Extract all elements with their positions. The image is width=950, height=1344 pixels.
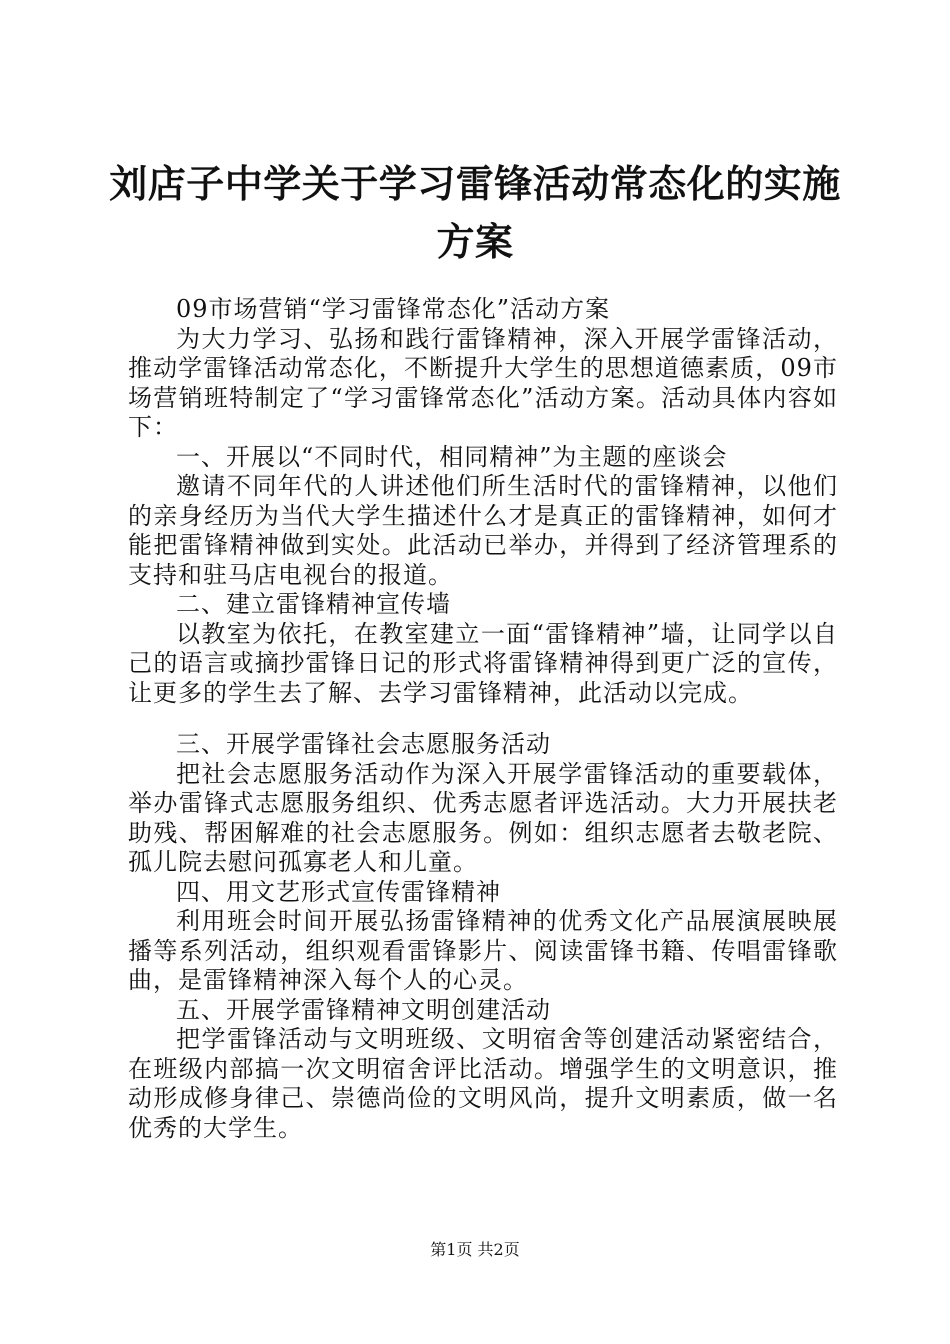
section-body-2: 以教室为依托，在教室建立一面“雷锋精神”墙，让同学以自己的语言或摘抄雷锋日记的形式将雷锋精神得到更广泛的宣传，让更多的学生去了解、去学习雷锋精神，此活动以完成。 — [128, 619, 838, 707]
document-body — [128, 295, 838, 1143]
section-body-1: 邀请不同年代的人讲述他们所生活时代的雷锋精神，以他们的亲身经历为当代大学生描述什么才是真正的雷锋精神，如何才能把雷锋精神做到实处。此活动已举办，并得到了经济管理系的支持和驻马店电视台的报道。 — [128, 472, 838, 589]
document-title: 刘店子中学关于学习雷锋活动常态化的实施方案 — [109, 162, 841, 264]
intro-paragraph: 为大力学习、弘扬和践行雷锋精神，深入开展学雷锋活动，推动学雷锋活动常态化，不断提升大学生的思想道德素质，09市场营销班特制定了“学习雷锋常态化”活动方案。活动具体内容如下： — [128, 324, 838, 441]
section-heading-5: 五、开展学雷锋精神文明创建活动 — [176, 995, 551, 1024]
activity-plan-heading: 09市场营销“学习雷锋常态化”活动方案 — [176, 295, 611, 323]
section-heading-1: 一、开展以“不同时代，相同精神”为主题的座谈会 — [176, 442, 728, 471]
section-body-4: 利用班会时间开展弘扬雷锋精神的优秀文化产品展演展映展播等系列活动，组织观看雷锋影片、阅读雷锋书籍、传唱雷锋歌曲，是雷锋精神深入每个人的心灵。 — [128, 907, 838, 994]
section-body-5: 把学雷锋活动与文明班级、文明宿舍等创建活动紧密结合，在班级内部搞一次文明宿舍评比活动。增强学生的文明意识，推动形成修身律己、崇德尚俭的文明风尚，提升文明素质，做一名优秀的大学生。 — [128, 1025, 838, 1142]
section-heading-4: 四、用文艺形式宣传雷锋精神 — [176, 877, 501, 906]
page-number-footer: 第1页 共2页 — [430, 1240, 520, 1259]
section-heading-2: 二、建立雷锋精神宣传墙 — [176, 590, 451, 618]
section-body-3: 把社会志愿服务活动作为深入开展学雷锋活动的重要载体，举办雷锋式志愿服务组织、优秀志愿者评选活动。大力开展扶老助残、帮困解难的社会志愿服务。例如：组织志愿者去敬老院、孤儿院去慰问孤寡老人和儿童。 — [128, 759, 838, 876]
section-heading-3: 三、开展学雷锋社会志愿服务活动 — [176, 730, 551, 758]
